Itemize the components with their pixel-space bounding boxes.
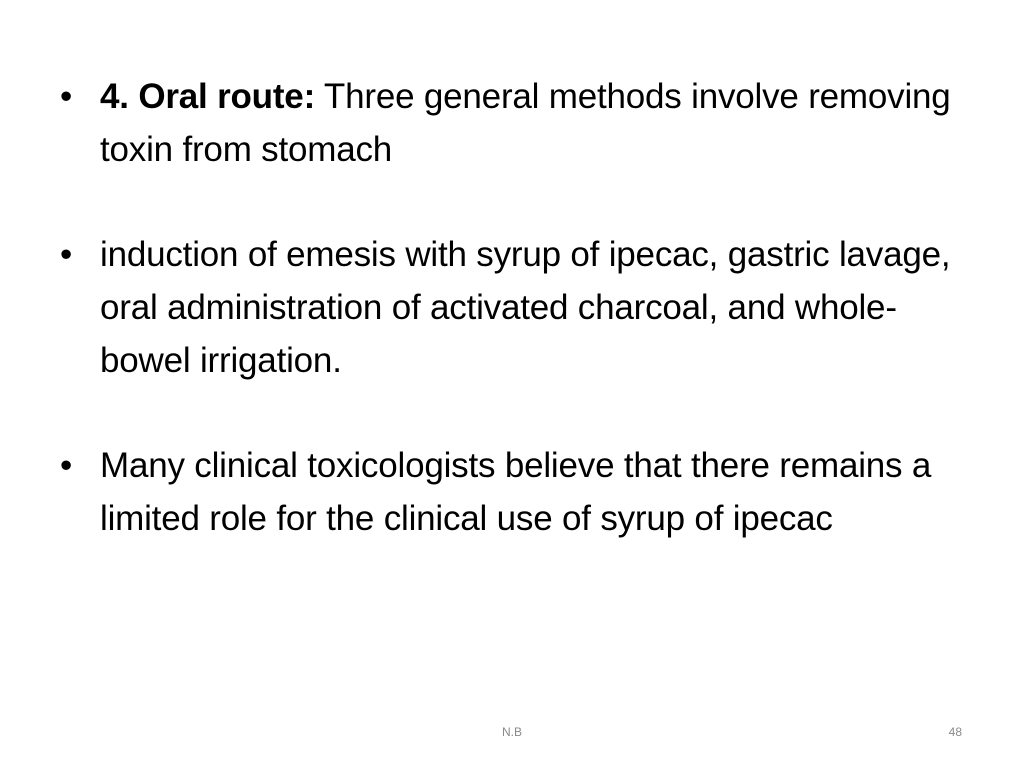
- bullet-item-ipecac-role: [58, 439, 968, 545]
- bullet-text: Many clinical toxicologists believe that there remains a limited role for the clinical use of syrup of ipecac: [100, 446, 932, 538]
- bullet-marker: •: [60, 235, 73, 274]
- bullet-marker: •: [60, 77, 73, 116]
- bullet-list: [58, 70, 968, 597]
- bullet-item-oral-route: [58, 70, 968, 176]
- bullet-marker: •: [60, 446, 73, 485]
- bullet-text: Three general methods involve removing toxin from stomach: [100, 77, 951, 169]
- bullet-heading: 4. Oral route:: [100, 77, 316, 116]
- slide-number: 48: [948, 725, 962, 739]
- bullet-item-methods: [58, 228, 968, 387]
- footer-author: N.B: [501, 725, 522, 739]
- bullet-text: induction of emesis with syrup of ipecac, gastric lavage, oral administration of activated charcoal, and whole-bowel irrigation.: [100, 235, 951, 380]
